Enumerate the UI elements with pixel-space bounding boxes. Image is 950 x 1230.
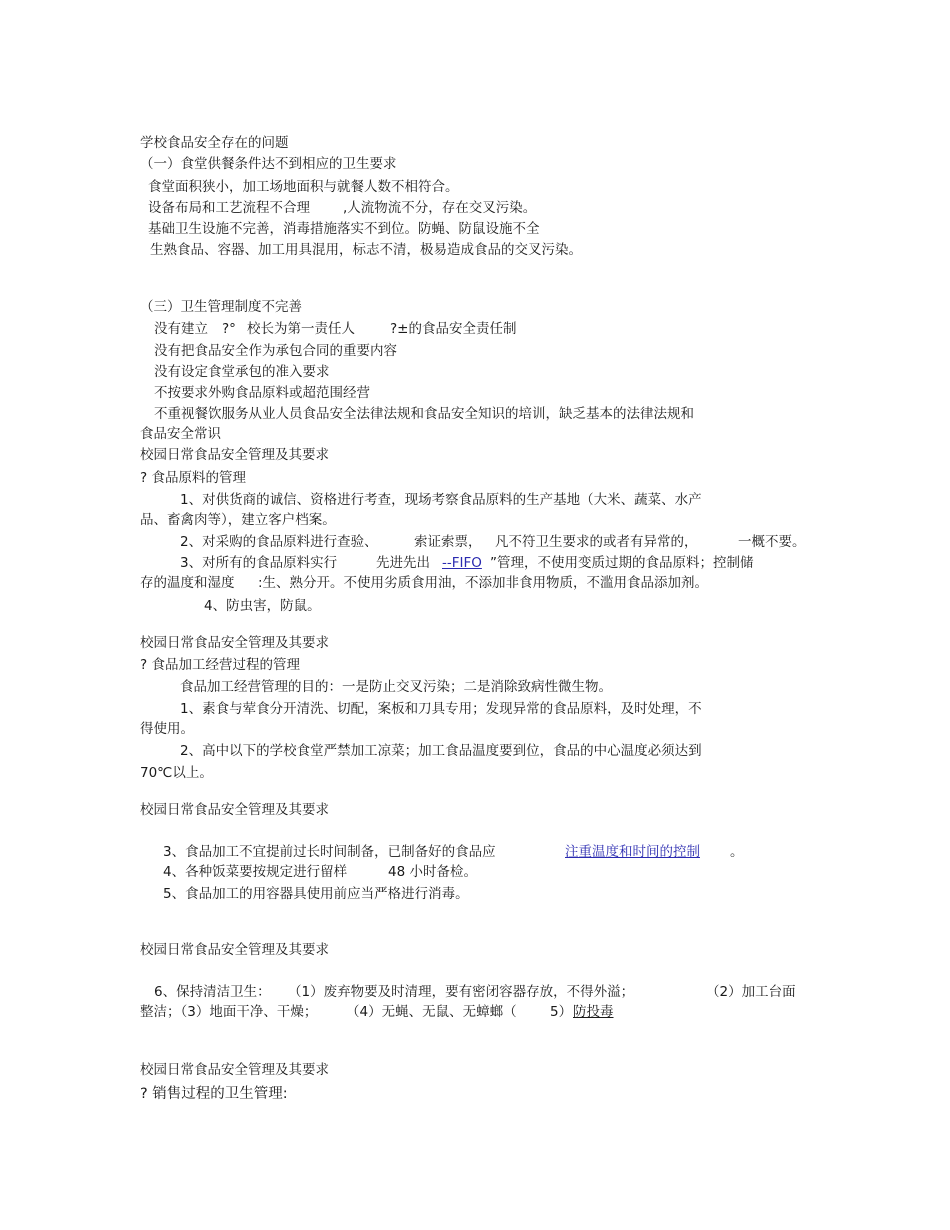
- text-line: 食品安全常识: [140, 426, 221, 442]
- text-line: :生、熟分开。不使用劣质食用油，不添加非食用物质，不滥用食品添加剂。: [258, 575, 709, 591]
- text-line: 设备布局和工艺流程不合理: [148, 200, 310, 216]
- text-line: 4、防虫害，防鼠。: [204, 598, 321, 614]
- text-line: 凡不符卫生要求的或者有异常的，: [495, 534, 698, 550]
- section-title: 校园日常食品安全管理及其要求: [140, 1062, 329, 1078]
- text-line: 1、素食与荤食分开清洗、切配，案板和刀具专用；发现异常的食品原料，及时处理，不: [180, 701, 702, 717]
- underlined-term: --FIFO: [442, 555, 482, 571]
- text-line: 得使用。: [140, 721, 194, 737]
- text-line: 。: [730, 844, 744, 860]
- text-line: 不重视餐饮服务从业人员食品安全法律法规和食品安全知识的培训，缺乏基本的法律法规和: [154, 406, 694, 422]
- text-line: 不按要求外购食品原料或超范围经营: [154, 385, 370, 401]
- text-line: 存的温度和湿度: [140, 575, 235, 591]
- subheading: ? 食品加工经营过程的管理: [140, 657, 300, 673]
- text-line: 索证索票，: [414, 534, 482, 550]
- text-line: 3、对所有的食品原料实行: [180, 555, 338, 571]
- subheading: （一）食堂供餐条件达不到相应的卫生要求: [140, 156, 397, 172]
- text-line: （4）无蝇、无鼠、无蟑螂（: [346, 1004, 517, 1020]
- text-line: ?±的食品安全责任制: [390, 321, 517, 337]
- underlined-term: 防投毒: [573, 1004, 614, 1020]
- text-line: 2、对采购的食品原料进行查验、: [180, 534, 378, 550]
- underlined-term: 注重温度和时间的控制: [565, 844, 700, 860]
- text-line: 没有把食品安全作为承包合同的重要内容: [154, 343, 397, 359]
- text-line: 48 小时备检。: [388, 864, 477, 880]
- subheading: ? 销售过程的卫生管理:: [140, 1086, 288, 1102]
- text-line: 3、食品加工不宜提前过长时间制备，已制备好的食品应: [163, 844, 496, 860]
- section-title: 校园日常食品安全管理及其要求: [140, 942, 329, 958]
- text-line: 70℃以上。: [140, 765, 213, 781]
- subheading: ? 食品原料的管理: [140, 470, 246, 486]
- text-line: 2、高中以下的学校食堂严禁加工凉菜；加工食品温度要到位，食品的中心温度必须达到: [180, 743, 702, 759]
- text-line: ”管理，不使用变质过期的食品原料；控制储: [490, 555, 754, 571]
- text-line: 食堂面积狭小，加工场地面积与就餐人数不相符合。: [148, 179, 459, 195]
- text-line: （2）加工台面: [706, 984, 796, 1000]
- section-title: 学校食品安全存在的问题: [140, 135, 289, 151]
- text-line: 品、畜禽肉等），建立客户档案。: [140, 512, 336, 528]
- text-line: 1、对供货商的诚信、资格进行考查，现场考察食品原料的生产基地（大米、蔬菜、水产: [180, 492, 702, 508]
- section-title: 校园日常食品安全管理及其要求: [140, 802, 329, 818]
- text-line: 4、各种饭菜要按规定进行留样: [163, 864, 348, 880]
- text-line: 5）: [550, 1004, 573, 1020]
- text-line: 一概不要。: [738, 534, 806, 550]
- text-line: （1）废弃物要及时清理，要有密闭容器存放，不得外溢；: [288, 984, 635, 1000]
- text-line: 基础卫生设施不完善，消毒措施落实不到位。防蝇、防鼠设施不全: [148, 221, 540, 237]
- section-title: 校园日常食品安全管理及其要求: [140, 635, 329, 651]
- text-line: 没有设定食堂承包的准入要求: [154, 364, 330, 380]
- text-line: 整洁；（3）地面干净、干燥；: [140, 1004, 318, 1020]
- text-line: 食品加工经营管理的目的：一是防止交叉污染；二是消除致病性微生物。: [180, 679, 612, 695]
- text-line: ?°: [222, 321, 236, 337]
- subheading: （三）卫生管理制度不完善: [140, 299, 302, 315]
- section-title: 校园日常食品安全管理及其要求: [140, 447, 329, 463]
- text-line: 没有建立: [154, 321, 208, 337]
- text-line: 生熟食品、容器、加工用具混用，标志不清，极易造成食品的交叉污染。: [150, 242, 582, 258]
- text-line: 5、食品加工的用容器具使用前应当严格进行消毒。: [163, 886, 469, 902]
- text-line: ,人流物流不分，存在交叉污染。: [343, 200, 537, 216]
- text-line: 6、保持清洁卫生：: [154, 984, 271, 1000]
- text-line: 先进先出: [376, 555, 430, 571]
- text-line: 校长为第一责任人: [247, 321, 355, 337]
